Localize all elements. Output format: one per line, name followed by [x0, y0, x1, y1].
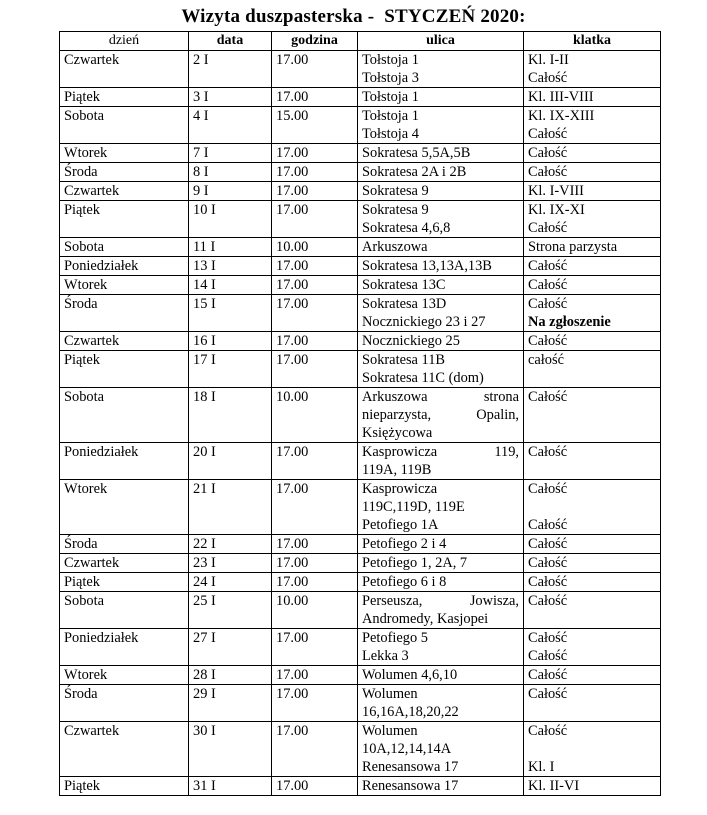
street-line: Sokratesa 13C: [362, 277, 446, 293]
street-cell: [358, 629, 524, 666]
time-cell: 10.00: [272, 238, 358, 257]
street-line: Sokratesa 9: [362, 202, 429, 218]
time-cell: 17.00: [272, 666, 358, 685]
street-line: Księżycowa: [362, 425, 433, 441]
street-cell: [358, 722, 524, 777]
street-line: Nocznickiego 25: [362, 333, 460, 349]
table-row: [60, 163, 661, 182]
stairwell-line: Kl. II-VI: [528, 778, 580, 794]
stairwell-cell: [524, 257, 661, 276]
stairwell-line: Całość: [528, 686, 568, 702]
street-line: Tołstoja 3: [362, 70, 419, 86]
table-row: [60, 276, 661, 295]
stairwell-line: Kl. IX-XIII: [528, 108, 595, 124]
street-cell: [358, 554, 524, 573]
stairwell-cell: [524, 276, 661, 295]
time-cell: 17.00: [272, 351, 358, 388]
stairwell-line: Strona parzysta: [528, 239, 618, 255]
time-cell: 17.00: [272, 535, 358, 554]
date-cell: 27 I: [189, 629, 272, 666]
street-cell: [358, 777, 524, 796]
street-line: 16,16A,18,20,22: [362, 704, 459, 720]
street-line: Wolumen: [362, 723, 418, 739]
street-cell: [358, 238, 524, 257]
stairwell-line: Całość: [528, 296, 568, 312]
street-cell: [358, 107, 524, 144]
stairwell-line: Całość: [528, 667, 568, 683]
street-cell: [358, 295, 524, 332]
time-cell: 17.00: [272, 295, 358, 332]
stairwell-line: całość: [528, 352, 564, 368]
table-row: [60, 332, 661, 351]
stairwell-cell: [524, 201, 661, 238]
street-line: Sokratesa 11C (dom): [362, 370, 484, 386]
page-title: Wizyta duszpasterska - STYCZEŃ 2020:: [181, 6, 526, 27]
stairwell-line: Całość: [528, 574, 568, 590]
stairwell-cell: [524, 573, 661, 592]
date-cell: 4 I: [189, 107, 272, 144]
stairwell-cell: [524, 107, 661, 144]
stairwell-line: Kl. IX-XI: [528, 202, 585, 218]
table-row: [60, 685, 661, 722]
table-row: [60, 554, 661, 573]
day-cell: Wtorek: [60, 480, 189, 535]
day-cell: Piątek: [60, 777, 189, 796]
date-cell: 10 I: [189, 201, 272, 238]
stairwell-cell: [524, 51, 661, 88]
time-cell: 17.00: [272, 685, 358, 722]
table-row: [60, 777, 661, 796]
table-row: [60, 295, 661, 332]
stairwell-cell: [524, 144, 661, 163]
street-line: Kasprowicza: [362, 481, 438, 497]
day-cell: Piątek: [60, 88, 189, 107]
street-line: Sokratesa 11B: [362, 352, 445, 368]
street-cell: [358, 666, 524, 685]
table-row: [60, 182, 661, 201]
street-line: nieparzysta, Opalin,: [362, 407, 519, 423]
day-cell: Poniedziałek: [60, 257, 189, 276]
stairwell-line: Całość: [528, 145, 568, 161]
street-line: Sokratesa 5,5A,5B: [362, 145, 471, 161]
day-cell: Środa: [60, 685, 189, 722]
stairwell-line: Na zgłoszenie: [528, 314, 611, 330]
day-cell: Poniedziałek: [60, 629, 189, 666]
time-cell: 17.00: [272, 144, 358, 163]
street-cell: [358, 257, 524, 276]
street-line: Kasprowicza 119,: [362, 444, 519, 460]
street-line: 119C,119D, 119E: [362, 499, 465, 515]
street-cell: [358, 535, 524, 554]
day-cell: Czwartek: [60, 332, 189, 351]
day-cell: Piątek: [60, 201, 189, 238]
date-cell: 9 I: [189, 182, 272, 201]
street-cell: [358, 388, 524, 443]
stairwell-cell: [524, 554, 661, 573]
table-row: [60, 480, 661, 535]
date-cell: 29 I: [189, 685, 272, 722]
date-cell: 28 I: [189, 666, 272, 685]
stairwell-line: Całość: [528, 389, 568, 405]
street-cell: [358, 182, 524, 201]
table-row: [60, 201, 661, 238]
time-cell: 17.00: [272, 182, 358, 201]
date-cell: 8 I: [189, 163, 272, 182]
date-cell: 30 I: [189, 722, 272, 777]
time-cell: 17.00: [272, 332, 358, 351]
street-cell: [358, 88, 524, 107]
stairwell-cell: [524, 722, 661, 777]
day-cell: Czwartek: [60, 51, 189, 88]
stairwell-cell: [524, 182, 661, 201]
time-cell: 10.00: [272, 388, 358, 443]
street-cell: [358, 201, 524, 238]
stairwell-line: Kl. I-II: [528, 52, 569, 68]
street-line: Arkuszowa strona: [362, 389, 519, 405]
day-cell: Czwartek: [60, 554, 189, 573]
stairwell-cell: [524, 592, 661, 629]
day-cell: Wtorek: [60, 666, 189, 685]
street-line: 10A,12,14,14A: [362, 741, 452, 757]
stairwell-line: Całość: [528, 126, 568, 142]
street-cell: [358, 573, 524, 592]
header-day: dzień: [60, 32, 189, 51]
stairwell-line: Całość: [528, 258, 568, 274]
day-cell: Wtorek: [60, 276, 189, 295]
street-line: Petofiego 5: [362, 630, 428, 646]
date-cell: 15 I: [189, 295, 272, 332]
date-cell: 23 I: [189, 554, 272, 573]
stairwell-line: [528, 740, 656, 758]
date-cell: 18 I: [189, 388, 272, 443]
time-cell: 17.00: [272, 443, 358, 480]
street-cell: [358, 332, 524, 351]
table-row: [60, 257, 661, 276]
street-line: Petofiego 1, 2A, 7: [362, 555, 468, 571]
time-cell: 17.00: [272, 163, 358, 182]
time-cell: 17.00: [272, 554, 358, 573]
street-cell: [358, 685, 524, 722]
date-cell: 31 I: [189, 777, 272, 796]
street-line: 119A, 119B: [362, 462, 432, 478]
time-cell: 17.00: [272, 480, 358, 535]
street-cell: [358, 351, 524, 388]
street-line: Petofiego 2 i 4: [362, 536, 447, 552]
table-row: [60, 238, 661, 257]
stairwell-line: Całość: [528, 481, 568, 497]
header-row: [60, 32, 661, 51]
time-cell: 17.00: [272, 722, 358, 777]
stairwell-line: Całość: [528, 593, 568, 609]
stairwell-cell: [524, 163, 661, 182]
date-cell: 7 I: [189, 144, 272, 163]
date-cell: 24 I: [189, 573, 272, 592]
time-cell: 17.00: [272, 573, 358, 592]
street-line: Tołstoja 4: [362, 126, 419, 142]
stairwell-cell: [524, 685, 661, 722]
street-cell: [358, 592, 524, 629]
time-cell: 17.00: [272, 51, 358, 88]
date-cell: 25 I: [189, 592, 272, 629]
header-stairwell: klatka: [524, 32, 661, 51]
stairwell-cell: [524, 351, 661, 388]
time-cell: 17.00: [272, 88, 358, 107]
date-cell: 17 I: [189, 351, 272, 388]
street-line: Renesansowa 17: [362, 778, 459, 794]
day-cell: Piątek: [60, 351, 189, 388]
table-row: [60, 351, 661, 388]
time-cell: 17.00: [272, 276, 358, 295]
street-cell: [358, 480, 524, 535]
street-line: Wolumen: [362, 686, 418, 702]
date-cell: 3 I: [189, 88, 272, 107]
street-line: Sokratesa 9: [362, 183, 429, 199]
street-cell: [358, 276, 524, 295]
stairwell-line: Całość: [528, 536, 568, 552]
stairwell-line: Całość: [528, 555, 568, 571]
stairwell-cell: [524, 666, 661, 685]
stairwell-line: Całość: [528, 277, 568, 293]
time-cell: 17.00: [272, 629, 358, 666]
day-cell: Sobota: [60, 107, 189, 144]
date-cell: 22 I: [189, 535, 272, 554]
table-row: [60, 535, 661, 554]
street-line: Sokratesa 13D: [362, 296, 447, 312]
time-cell: 17.00: [272, 777, 358, 796]
stairwell-line: Całość: [528, 70, 568, 86]
header-time: godzina: [272, 32, 358, 51]
table-row: [60, 388, 661, 443]
stairwell-cell: [524, 295, 661, 332]
street-line: Perseusza, Jowisza,: [362, 593, 519, 609]
street-line: Sokratesa 13,13A,13B: [362, 258, 492, 274]
stairwell-cell: [524, 388, 661, 443]
table-row: [60, 51, 661, 88]
date-cell: 16 I: [189, 332, 272, 351]
stairwell-line: Całość: [528, 723, 568, 739]
table-row: [60, 88, 661, 107]
date-cell: 21 I: [189, 480, 272, 535]
stairwell-cell: [524, 443, 661, 480]
stairwell-line: Całość: [528, 333, 568, 349]
day-cell: Czwartek: [60, 182, 189, 201]
time-cell: 17.00: [272, 257, 358, 276]
stairwell-line: Kl. III-VIII: [528, 89, 594, 105]
schedule-table: [59, 31, 661, 796]
day-cell: Wtorek: [60, 144, 189, 163]
street-cell: [358, 163, 524, 182]
stairwell-line: Całość: [528, 444, 568, 460]
day-cell: Czwartek: [60, 722, 189, 777]
header-street: ulica: [358, 32, 524, 51]
day-cell: Środa: [60, 295, 189, 332]
street-cell: [358, 51, 524, 88]
header-date: data: [189, 32, 272, 51]
street-line: Sokratesa 2A i 2B: [362, 164, 467, 180]
street-line: Tołstoja 1: [362, 89, 419, 105]
stairwell-cell: [524, 88, 661, 107]
stairwell-line: Całość: [528, 517, 568, 533]
stairwell-line: Całość: [528, 220, 568, 236]
street-line: Arkuszowa: [362, 239, 428, 255]
day-cell: Środa: [60, 163, 189, 182]
street-line: Tołstoja 1: [362, 108, 419, 124]
day-cell: Sobota: [60, 592, 189, 629]
date-cell: 20 I: [189, 443, 272, 480]
day-cell: Sobota: [60, 388, 189, 443]
date-cell: 13 I: [189, 257, 272, 276]
table-row: [60, 592, 661, 629]
stairwell-cell: [524, 238, 661, 257]
day-cell: Piątek: [60, 573, 189, 592]
table-row: [60, 666, 661, 685]
street-line: Wolumen 4,6,10: [362, 667, 458, 683]
stairwell-line: Całość: [528, 630, 568, 646]
time-cell: 15.00: [272, 107, 358, 144]
date-cell: 11 I: [189, 238, 272, 257]
street-cell: [358, 144, 524, 163]
stairwell-cell: [524, 480, 661, 535]
date-cell: 2 I: [189, 51, 272, 88]
street-line: Andromedy, Kasjopei: [362, 611, 489, 627]
table-row: [60, 722, 661, 777]
street-line: Nocznickiego 23 i 27: [362, 314, 486, 330]
street-line: Tołstoja 1: [362, 52, 419, 68]
stairwell-cell: [524, 777, 661, 796]
day-cell: Sobota: [60, 238, 189, 257]
table-row: [60, 629, 661, 666]
street-line: Petofiego 1A: [362, 517, 439, 533]
table-row: [60, 573, 661, 592]
stairwell-cell: [524, 332, 661, 351]
stairwell-line: Kl. I: [528, 759, 555, 775]
stairwell-line: Kl. I-VIII: [528, 183, 584, 199]
street-line: Petofiego 6 i 8: [362, 574, 447, 590]
day-cell: Środa: [60, 535, 189, 554]
street-cell: [358, 443, 524, 480]
street-line: Lekka 3: [362, 648, 409, 664]
stairwell-cell: [524, 535, 661, 554]
day-cell: Poniedziałek: [60, 443, 189, 480]
table-row: [60, 107, 661, 144]
street-line: Sokratesa 4,6,8: [362, 220, 451, 236]
table-row: [60, 443, 661, 480]
time-cell: 10.00: [272, 592, 358, 629]
stairwell-cell: [524, 629, 661, 666]
street-line: Renesansowa 17: [362, 759, 459, 775]
time-cell: 17.00: [272, 201, 358, 238]
date-cell: 14 I: [189, 276, 272, 295]
stairwell-line: [528, 498, 656, 516]
table-row: [60, 144, 661, 163]
stairwell-line: Całość: [528, 648, 568, 664]
stairwell-line: Całość: [528, 164, 568, 180]
